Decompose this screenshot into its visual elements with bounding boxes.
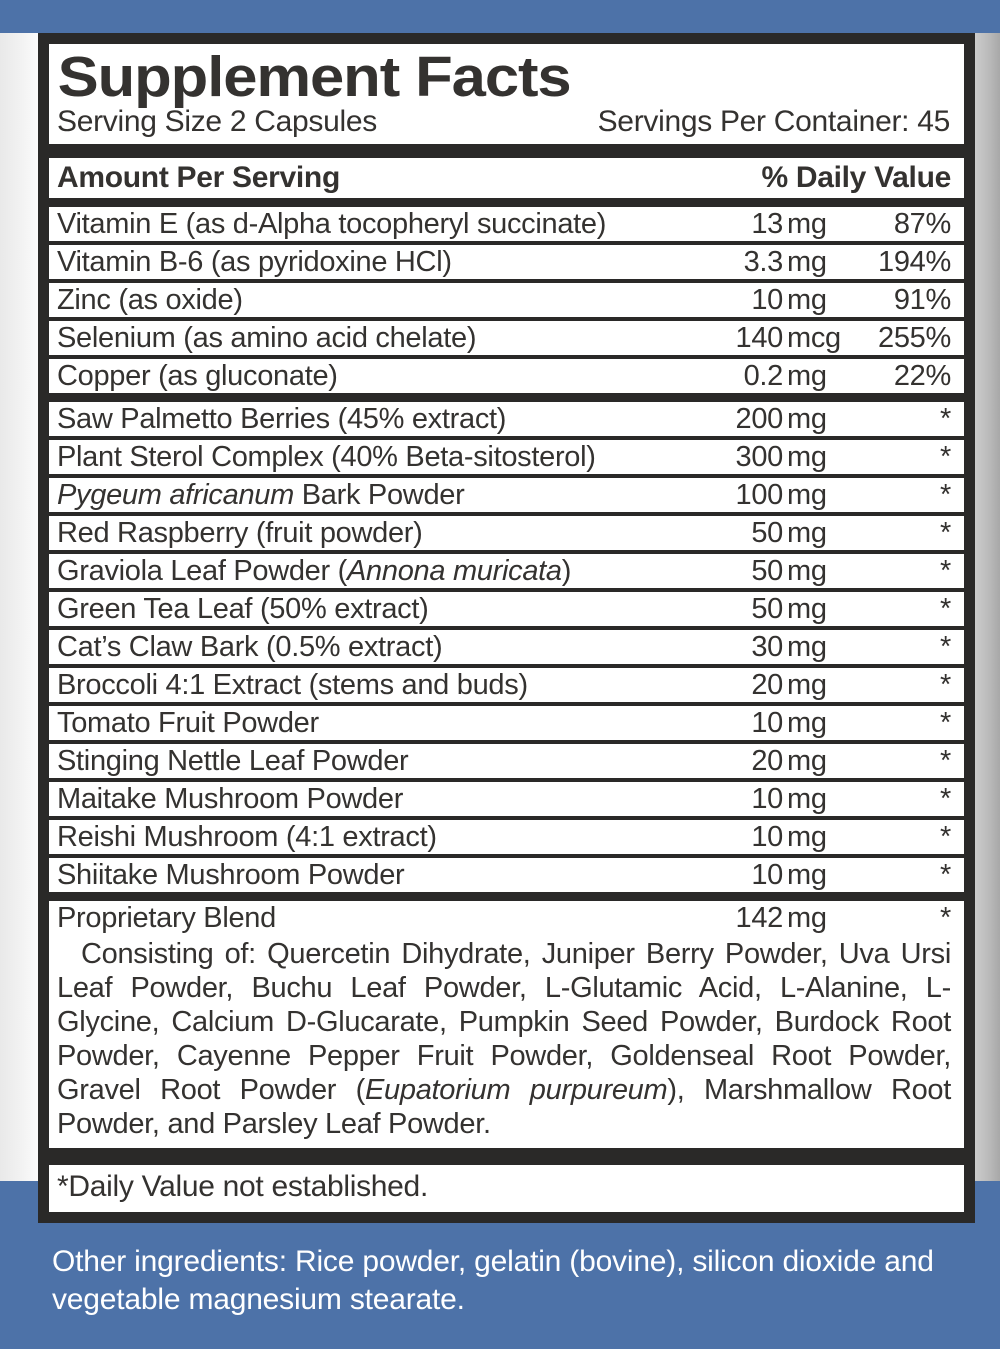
label-edge-left [0, 33, 38, 1181]
daily-value: * [940, 479, 951, 511]
table-row [49, 207, 964, 241]
amount-unit: mg [787, 902, 827, 934]
amount-cell [693, 245, 861, 279]
divider-thick [49, 144, 964, 158]
amount-unit: mg [787, 284, 827, 316]
amount-cell [693, 554, 861, 588]
amount-number: 0.2 [743, 360, 783, 392]
amount-number: 20 [751, 745, 783, 777]
ingredient-name: Plant Sterol Complex (40% Beta-sitosterol) [57, 441, 596, 473]
amount-unit: mg [787, 631, 827, 663]
supplement-facts-panel [38, 33, 975, 1223]
amount-cell [693, 440, 861, 474]
amount-number: 142 [735, 902, 783, 934]
ingredient-name: Tomato Fruit Powder [57, 707, 319, 739]
table-row [49, 901, 964, 935]
ingredient-name: Green Tea Leaf (50% extract) [57, 593, 429, 625]
daily-value: * [940, 403, 951, 435]
other-ingredients-text: Other ingredients: Rice powder, gelatin (bovine), silicon dioxide and vegetable magnesium stearate. [52, 1245, 934, 1316]
amount-cell [693, 592, 861, 626]
amount-unit: mg [787, 555, 827, 587]
amount-unit: mcg [787, 322, 841, 354]
table-row [49, 436, 964, 474]
amount-unit: mg [787, 441, 827, 473]
daily-value-header: % Daily Value [761, 161, 951, 194]
amount-unit: mg [787, 669, 827, 701]
table-row [49, 402, 964, 436]
amount-number: 10 [751, 821, 783, 853]
ingredient-name: Red Raspberry (fruit powder) [57, 517, 423, 549]
amount-number: 10 [751, 859, 783, 891]
ingredient-name: Zinc (as oxide) [57, 284, 243, 316]
amount-number: 50 [751, 593, 783, 625]
daily-value: 194% [878, 246, 951, 278]
table-row [49, 740, 964, 778]
ingredient-name: Cat’s Claw Bark (0.5% extract) [57, 631, 443, 663]
table-row [49, 816, 964, 854]
amount-cell [693, 668, 861, 702]
amount-cell [693, 283, 861, 317]
servings-per-container: Servings Per Container: 45 [597, 105, 950, 138]
serving-info-row [49, 106, 964, 144]
section-botanicals [49, 402, 964, 892]
amount-cell [693, 744, 861, 778]
daily-value: 255% [878, 322, 951, 354]
ingredient-name: Broccoli 4:1 Extract (stems and buds) [57, 669, 528, 701]
amount-number: 200 [735, 403, 783, 435]
amount-number: 30 [751, 631, 783, 663]
amount-cell [693, 478, 861, 512]
daily-value: * [940, 745, 951, 777]
section-vitamins-minerals [49, 207, 964, 393]
amount-cell [693, 402, 861, 436]
table-row [49, 550, 964, 588]
daily-value: * [940, 631, 951, 663]
ingredient-name: Selenium (as amino acid chelate) [57, 322, 477, 354]
table-row [49, 279, 964, 317]
ingredient-name: Shiitake Mushroom Powder [57, 859, 405, 891]
divider-medium [49, 198, 964, 207]
table-row [49, 702, 964, 740]
panel-title: Supplement Facts [57, 45, 571, 109]
amount-unit: mg [787, 517, 827, 549]
ingredient-name: Vitamin B-6 (as pyridoxine HCl) [57, 246, 452, 278]
daily-value: * [940, 859, 951, 891]
amount-unit: mg [787, 403, 827, 435]
ingredient-name: Vitamin E (as d-Alpha tocopheryl succinate) [57, 208, 607, 240]
daily-value: * [940, 555, 951, 587]
ingredient-name: Copper (as gluconate) [57, 360, 338, 392]
amount-unit: mg [787, 208, 827, 240]
amount-number: 10 [751, 783, 783, 815]
amount-number: 50 [751, 517, 783, 549]
divider-medium [49, 393, 964, 402]
amount-unit: mg [787, 593, 827, 625]
amount-cell [693, 901, 861, 935]
daily-value: 87% [893, 208, 951, 240]
amount-number: 50 [751, 555, 783, 587]
amount-cell [693, 207, 861, 241]
amount-unit: mg [787, 859, 827, 891]
amount-cell [693, 706, 861, 740]
amount-number: 300 [735, 441, 783, 473]
amount-number: 140 [735, 322, 783, 354]
daily-value: * [940, 593, 951, 625]
ingredient-name: Stinging Nettle Leaf Powder [57, 745, 409, 777]
daily-value: 91% [893, 284, 951, 316]
amount-unit: mg [787, 745, 827, 777]
daily-value: * [940, 783, 951, 815]
ingredient-name: Proprietary Blend [57, 902, 276, 934]
daily-value: * [940, 517, 951, 549]
amount-unit: mg [787, 783, 827, 815]
amount-cell [693, 858, 861, 892]
ingredient-name: Graviola Leaf Powder (Annona muricata) [57, 555, 572, 587]
table-row [49, 854, 964, 892]
table-row [49, 512, 964, 550]
amount-number: 3.3 [743, 246, 783, 278]
table-row [49, 626, 964, 664]
divider-extra-thick [49, 1148, 964, 1165]
amount-number: 20 [751, 669, 783, 701]
amount-unit: mg [787, 821, 827, 853]
table-row [49, 241, 964, 279]
divider-medium [49, 892, 964, 901]
serving-size: Serving Size 2 Capsules [57, 105, 377, 138]
proprietary-blend-description: Consisting of: Quercetin Dihydrate, Juniper Berry Powder, Uva Ursi Leaf Powder, Buchu Leaf Powder, L-Glutamic Acid, L-Alanine, L-Glycine, Calcium D-Glucarate, Pumpkin Seed Powder, Burdock Root Powder, Cayenne Pepper Fruit Powder, Goldenseal Root Powder, Gravel Root Powder (Eupatorium purpureum), Marshmallow Root Powder, and Parsley Leaf Powder. [57, 938, 951, 1140]
daily-value: * [940, 669, 951, 701]
amount-unit: mg [787, 479, 827, 511]
column-header-row [49, 158, 964, 198]
table-row [49, 474, 964, 512]
daily-value: * [940, 707, 951, 739]
amount-number: 10 [751, 284, 783, 316]
amount-number: 10 [751, 707, 783, 739]
label-edge-right [974, 33, 1000, 1181]
amount-cell [693, 820, 861, 854]
ingredient-name: Reishi Mushroom (4:1 extract) [57, 821, 437, 853]
amount-cell [693, 630, 861, 664]
table-row [49, 664, 964, 702]
table-row [49, 778, 964, 816]
table-row [49, 355, 964, 393]
ingredient-name: Maitake Mushroom Powder [57, 783, 404, 815]
amount-unit: mg [787, 707, 827, 739]
amount-unit: mg [787, 246, 827, 278]
daily-value: * [940, 821, 951, 853]
daily-value: * [940, 441, 951, 473]
table-row [49, 588, 964, 626]
amount-unit: mg [787, 360, 827, 392]
amount-number: 100 [735, 479, 783, 511]
amount-cell [693, 359, 861, 393]
amount-cell [693, 516, 861, 550]
ingredient-name: Saw Palmetto Berries (45% extract) [57, 403, 507, 435]
amount-number: 13 [751, 208, 783, 240]
table-row [49, 317, 964, 355]
daily-value: * [940, 902, 951, 934]
amount-cell [693, 782, 861, 816]
ingredient-name: Pygeum africanum Bark Powder [57, 479, 465, 511]
amount-cell [693, 321, 861, 355]
daily-value: 22% [893, 360, 951, 392]
amount-per-serving-header: Amount Per Serving [57, 161, 340, 194]
daily-value-footnote: *Daily Value not established. [57, 1170, 428, 1203]
